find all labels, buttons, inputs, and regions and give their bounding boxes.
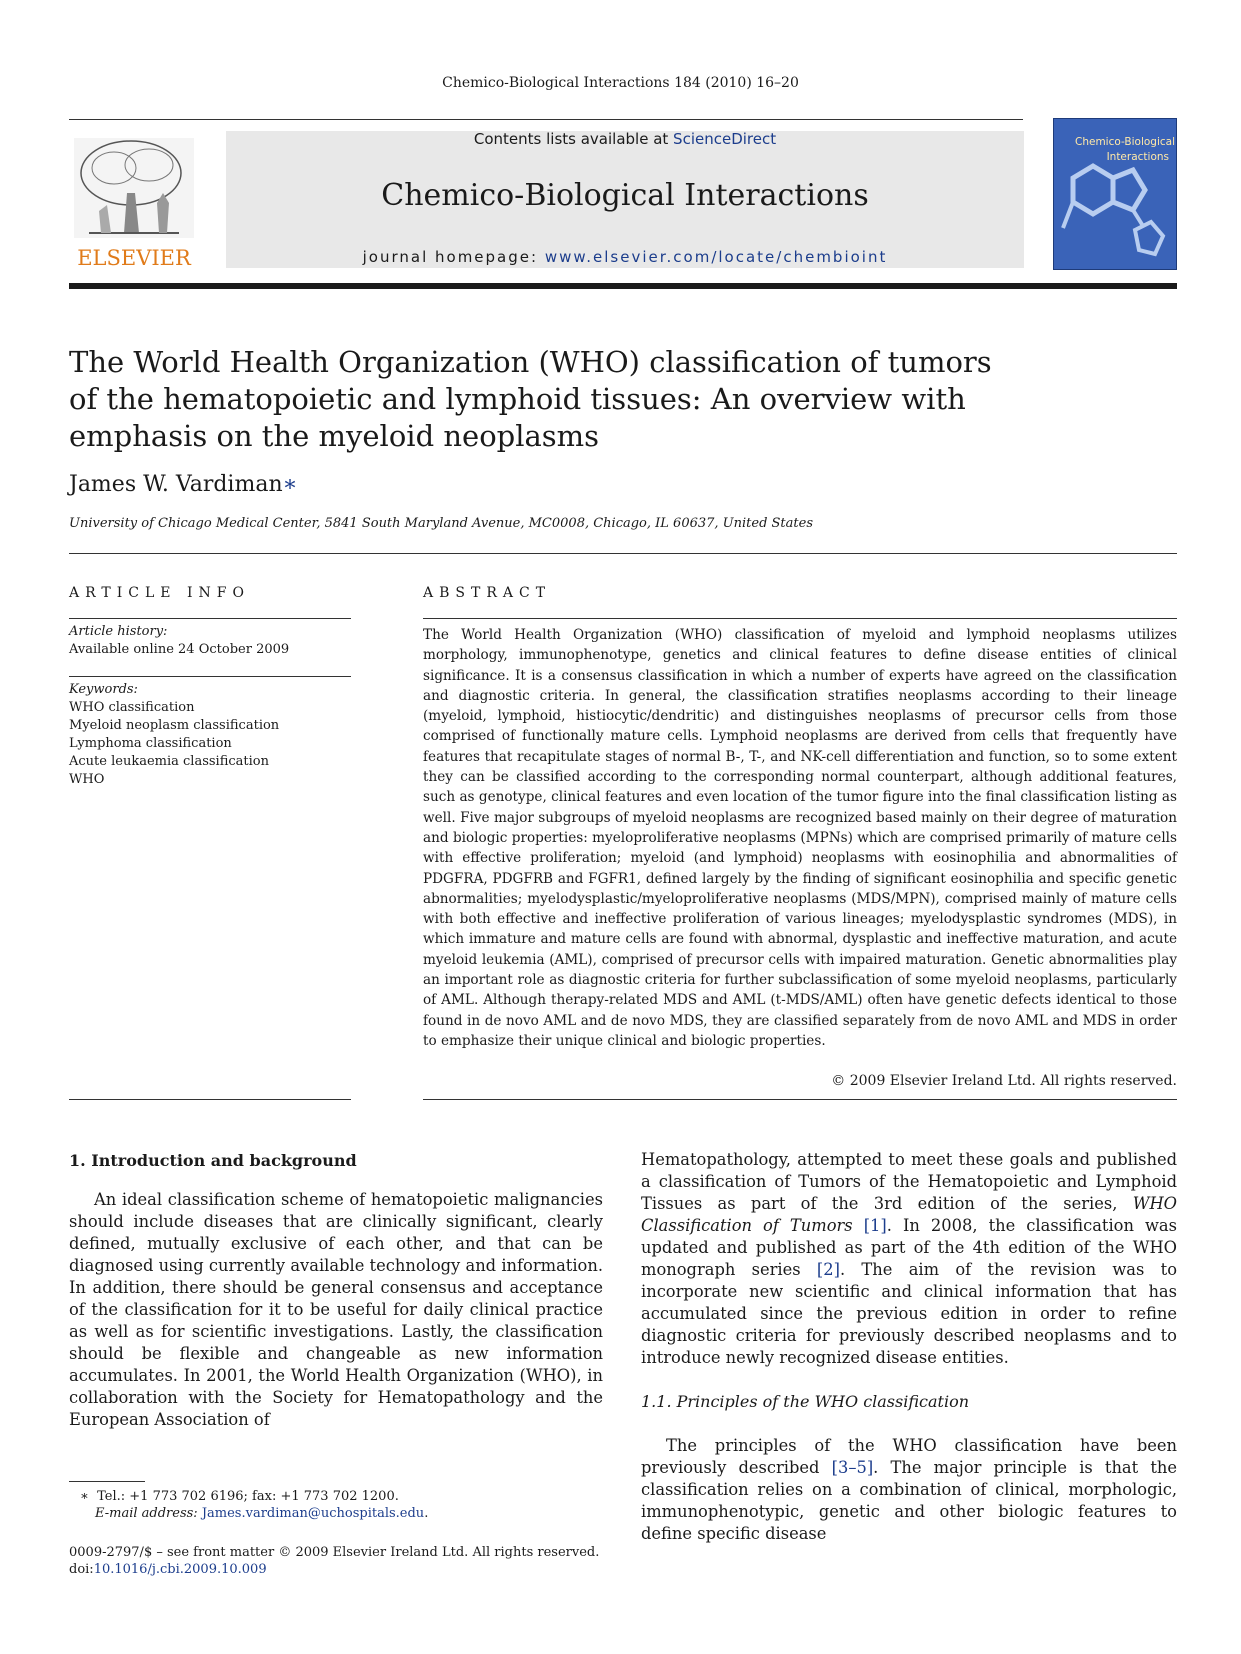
sciencedirect-link[interactable]: ScienceDirect	[673, 130, 777, 148]
abstract-text: The World Health Organization (WHO) classification of myeloid and lymphoid neoplasms utilizes morphology, immunophenotype, genetics and clinical features to define disease entities of clinical significance. It is a consensus classification in which a number of experts have agreed on the classification and diagnostic criteria. In general, the classification stratifies neoplasms according to their lineage (myeloid, lymphoid, histiocytic/dendritic) and distinguishes neoplasms of precursor cells from those comprised of functionally mature cells. Lymphoid neoplasms are derived from cells that frequently have features that recapitulate stages of normal B-, T-, and NK-cell differentiation and function, so to some extent they can be classified according to the corresponding normal counterpart, although additional features, such as genotype, clinical features and even location of the tumor figure into the final classification listing as well. Five major subgroups of myeloid neoplasms are recognized based mainly on their degree of maturation and biologic properties: myeloproliferative neoplasms (MPNs) which are comprised primarily of mature cells with effective proliferation; myeloid (and lymphoid) neoplasms with eosinophilia and abnormalities of PDGFRA, PDGFRB and FGFR1, defined largely by the finding of significant eosinophilia and specific genetic abnormalities; myelodysplastic/myeloproliferative neoplasms (MDS/MPN), comprised mainly of mature cells with both effective and ineffective proliferation of various lineages; myelodysplastic syndromes (MDS), in which immature and mature cells are found with abnormal, dysplastic and ineffective maturation, and acute myeloid leukemia (AML), comprised of precursor cells with impaired maturation. Genetic abnormalities play an important role as diagnostic criteria for further subclassification of some myeloid neoplasms, particularly of AML. Although therapy-related MDS and AML (t-MDS/AML) often have genetic defects identical to those found in de novo AML and de novo MDS, they are classified separately from de novo AML and MDS in order to emphasize their unique clinical and biologic properties.	[423, 627, 1177, 1049]
journal-cover	[1053, 118, 1177, 270]
title-rule	[69, 553, 1177, 554]
front-matter-line: 0009-2797/$ – see front matter © 2009 Elsevier Ireland Ltd. All rights reserved.	[69, 1545, 600, 1560]
keywords-block	[69, 681, 351, 789]
email-label: E-mail address:	[95, 1506, 198, 1521]
abstract-copyright: © 2009 Elsevier Ireland Ltd. All rights reserved.	[831, 1073, 1177, 1089]
keywords-label: Keywords:	[69, 682, 138, 697]
doi-link[interactable]: 10.1016/j.cbi.2009.10.009	[93, 1562, 267, 1577]
para2-text-b: . In 2008, the classification was updated and published as part of the 4th edition of the WHO monograph series	[641, 1216, 1177, 1279]
journal-title: Chemico-Biological Interactions	[381, 178, 869, 213]
cover-title-1: Chemico-Biological	[1075, 136, 1175, 148]
footnote-mark: ∗	[80, 1489, 89, 1504]
footnote-contact: Tel.: +1 773 702 6196; fax: +1 773 702 1200.	[97, 1489, 399, 1504]
info-rule-bottom	[69, 1099, 351, 1100]
article-info-heading: ARTICLE INFO	[69, 585, 250, 601]
header-thick-rule	[69, 283, 1177, 289]
para2-text-a: Hematopathology, attempted to meet these goals and published a classification of Tumors of the Hematopoietic and Lymphoid Tissues as part of the 3rd edition of the series,	[641, 1150, 1177, 1213]
reference-3-5-link[interactable]: [3–5]	[831, 1458, 874, 1477]
history-value: Available online 24 October 2009	[69, 642, 290, 657]
author-footnote-mark[interactable]: ∗	[282, 472, 298, 497]
keyword-item: Acute leukaemia classification	[69, 754, 269, 769]
header-rule	[69, 119, 1023, 120]
para2-italic: WHO Classification of Tumors	[641, 1194, 1177, 1235]
para3-text-b: . The major principle is that the classification relies on a combination of clinical, morphologic, immunophenotypic, genetic and other biologic features to define specific disease	[641, 1458, 1177, 1543]
front-matter	[69, 1544, 629, 1578]
cover-title-2: Interactions	[1106, 151, 1169, 163]
footnote-rule	[69, 1481, 145, 1482]
contents-prefix: Contents lists available at	[473, 130, 674, 148]
abstract-rule-bottom	[423, 1099, 1177, 1100]
contents-line	[226, 130, 1024, 148]
history-label: Article history:	[69, 624, 168, 639]
journal-homepage	[226, 248, 1024, 266]
author-name: James W. Vardiman	[69, 472, 283, 497]
info-rule-1	[69, 618, 351, 619]
section-1-heading: 1. Introduction and background	[69, 1151, 357, 1170]
abstract-heading: ABSTRACT	[423, 585, 552, 601]
author-line	[69, 472, 298, 497]
reference-2-link[interactable]: [2]	[816, 1260, 840, 1279]
principles-paragraph	[641, 1435, 1177, 1545]
abstract-rule-top	[423, 618, 1177, 619]
keyword-item: Lymphoma classification	[69, 736, 232, 751]
affiliation: University of Chicago Medical Center, 5841 South Maryland Avenue, MC0008, Chicago, IL 60637, United States	[69, 516, 813, 531]
intro-paragraph-2	[641, 1149, 1177, 1369]
keyword-item: WHO classification	[69, 700, 195, 715]
homepage-prefix: journal homepage:	[362, 248, 545, 266]
para3-text-a: The principles of the WHO classification have been previously described	[641, 1436, 1177, 1477]
running-citation: Chemico-Biological Interactions 184 (2010) 16–20	[442, 75, 799, 91]
elsevier-logo	[69, 133, 199, 273]
elsevier-wordmark: ELSEVIER	[77, 246, 191, 270]
intro-paragraph-1: An ideal classification scheme of hematopoietic malignancies should include diseases that are clinically significant, clearly defined, mutually exclusive of each other, and that can be diagnosed using currently available technology and information. In addition, there should be general consensus and acceptance of the classification for it to be useful for daily clinical practice as well as for scientific investigations. Lastly, the classification should be flexible and changeable as new information accumulates. In 2001, the World Health Organization (WHO), in collaboration with the Society for Hematopathology and the European Association of	[69, 1190, 603, 1429]
reference-1-link[interactable]: [1]	[863, 1216, 887, 1235]
author-footnote: ∗ Tel.: +1 773 702 6196; fax: +1 773 702 1200. E-mail address: James.vardiman@uchospitals.edu.	[80, 1489, 429, 1521]
para2-text-c: . The aim of the revision was to incorporate new scientific and clinical information that has accumulated since the previous edition in order to refine diagnostic criteria for previously described neoplasms and to introduce newly recognized disease entities.	[641, 1260, 1178, 1367]
homepage-link[interactable]: www.elsevier.com/locate/chembioint	[544, 248, 888, 266]
doi-label: doi:	[69, 1562, 94, 1577]
keyword-item: Myeloid neoplasm classification	[69, 718, 280, 733]
email-link[interactable]: James.vardiman@uchospitals.edu	[201, 1506, 425, 1521]
section-1-1-heading: 1.1. Principles of the WHO classification	[641, 1392, 969, 1411]
keyword-item: WHO	[69, 772, 105, 787]
article-history	[69, 623, 351, 659]
info-rule-2	[69, 676, 351, 677]
article-title: The World Health Organization (WHO) classification of tumors of the hematopoietic and lymphoid tissues: An overview with emphasis on the myeloid neoplasms	[69, 345, 992, 453]
